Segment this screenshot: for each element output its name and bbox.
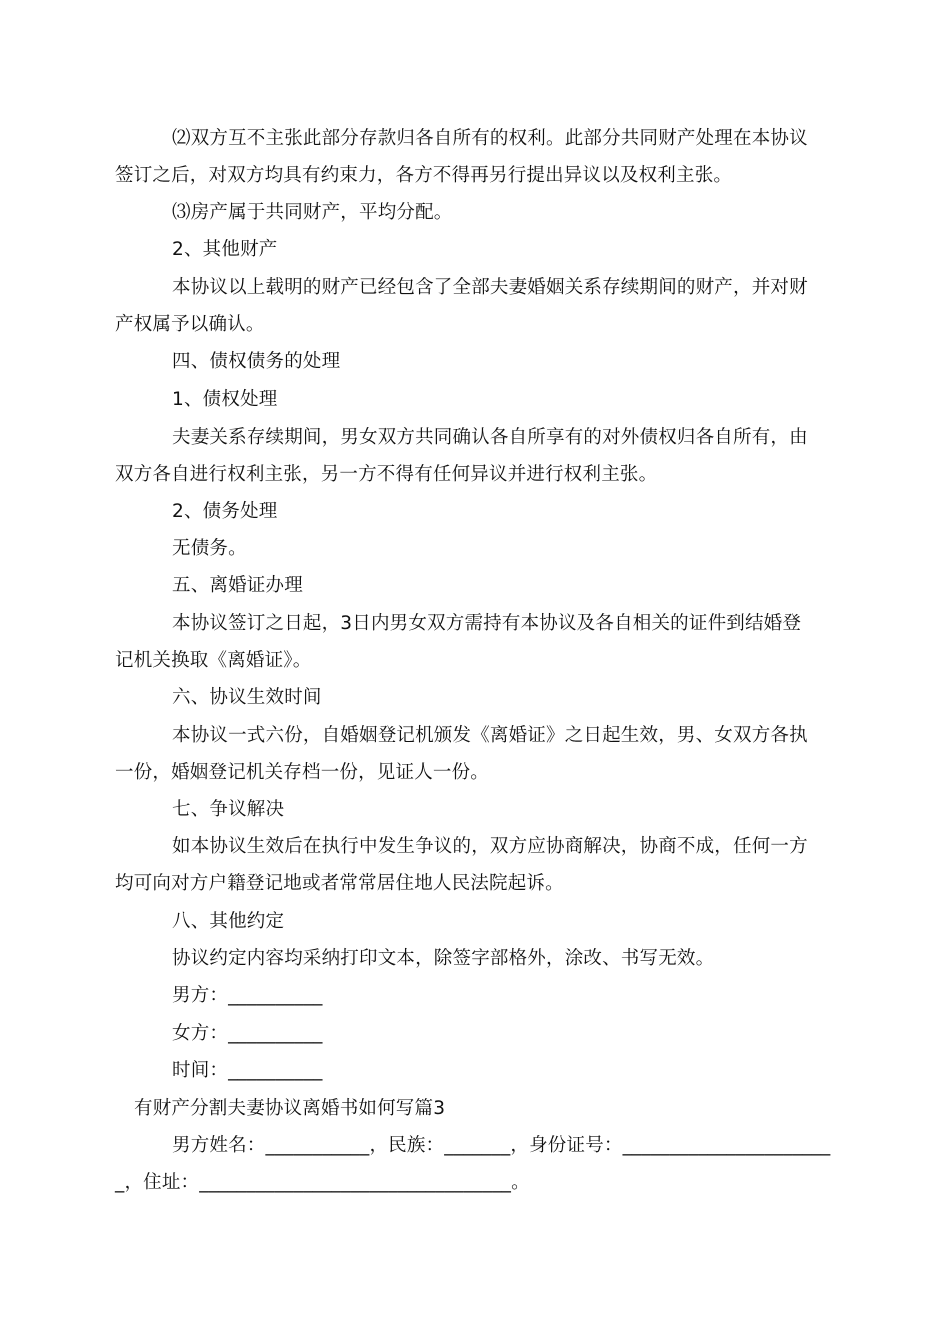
signature-line-male: 男方：__________ [172, 985, 323, 1006]
signature-line-female: 女方：__________ [172, 1023, 323, 1044]
paragraph-line: 本协议一式六份，自婚姻登记机颁发《离婚证》之日起生效，男、女双方各执 [172, 725, 808, 746]
paragraph-line: 双方各自进行权利主张，另一方不得有任何异议并进行权利主张。 [115, 464, 658, 485]
section-heading: 五、离婚证办理 [172, 575, 303, 596]
paragraph-line: 均可向对方户籍登记地或者常常居住地人民法院起诉。 [115, 873, 564, 894]
paragraph-line: 记机关换取《离婚证》。 [115, 650, 312, 671]
paragraph-line: 产权属予以确认。 [115, 314, 265, 335]
section-heading: 六、协议生效时间 [172, 687, 322, 708]
article-title: 有财产分割夫妻协议离婚书如何写篇3 [134, 1098, 446, 1119]
paragraph-line: 如本协议生效后在执行中发生争议的，双方应协商解决，协商不成，任何一方 [172, 836, 808, 857]
section-heading: 四、债权债务的处理 [172, 351, 341, 372]
paragraph-line: 一份，婚姻登记机关存档一份，见证人一份。 [115, 762, 490, 783]
section-heading: 1、债权处理 [172, 389, 278, 410]
form-line-male-info: 男方姓名：___________，民族：_______，身份证号：______________________ [172, 1135, 831, 1156]
paragraph-line: 签订之后，对双方均具有约束力，各方不得再另行提出异议以及权利主张。 [115, 165, 733, 186]
signature-line-date: 时间：__________ [172, 1060, 323, 1081]
paragraph-line: 协议约定内容均采纳打印文本，除签字部格外，涂改、书写无效。 [172, 948, 715, 969]
section-heading: 2、债务处理 [172, 501, 278, 522]
paragraph-line: 无债务。 [172, 538, 247, 559]
section-heading: 八、其他约定 [172, 911, 285, 932]
form-line-address: _，住址：_________________________________。 [115, 1172, 530, 1193]
paragraph-line: 本协议以上载明的财产已经包含了全部夫妻婚姻关系存续期间的财产，并对财 [172, 277, 808, 298]
paragraph-line: 夫妻关系存续期间，男女双方共同确认各自所享有的对外债权归各自所有，由 [172, 427, 808, 448]
paragraph-line: 本协议签订之日起，3日内男女双方需持有本协议及各自相关的证件到结婚登 [172, 613, 802, 634]
paragraph-line: ⑶房产属于共同财产，平均分配。 [172, 202, 453, 223]
section-heading: 七、争议解决 [172, 799, 285, 820]
section-heading: 2、其他财产 [172, 239, 278, 260]
paragraph-line: ⑵双方互不主张此部分存款归各自所有的权利。此部分共同财产处理在本协议 [172, 128, 808, 149]
